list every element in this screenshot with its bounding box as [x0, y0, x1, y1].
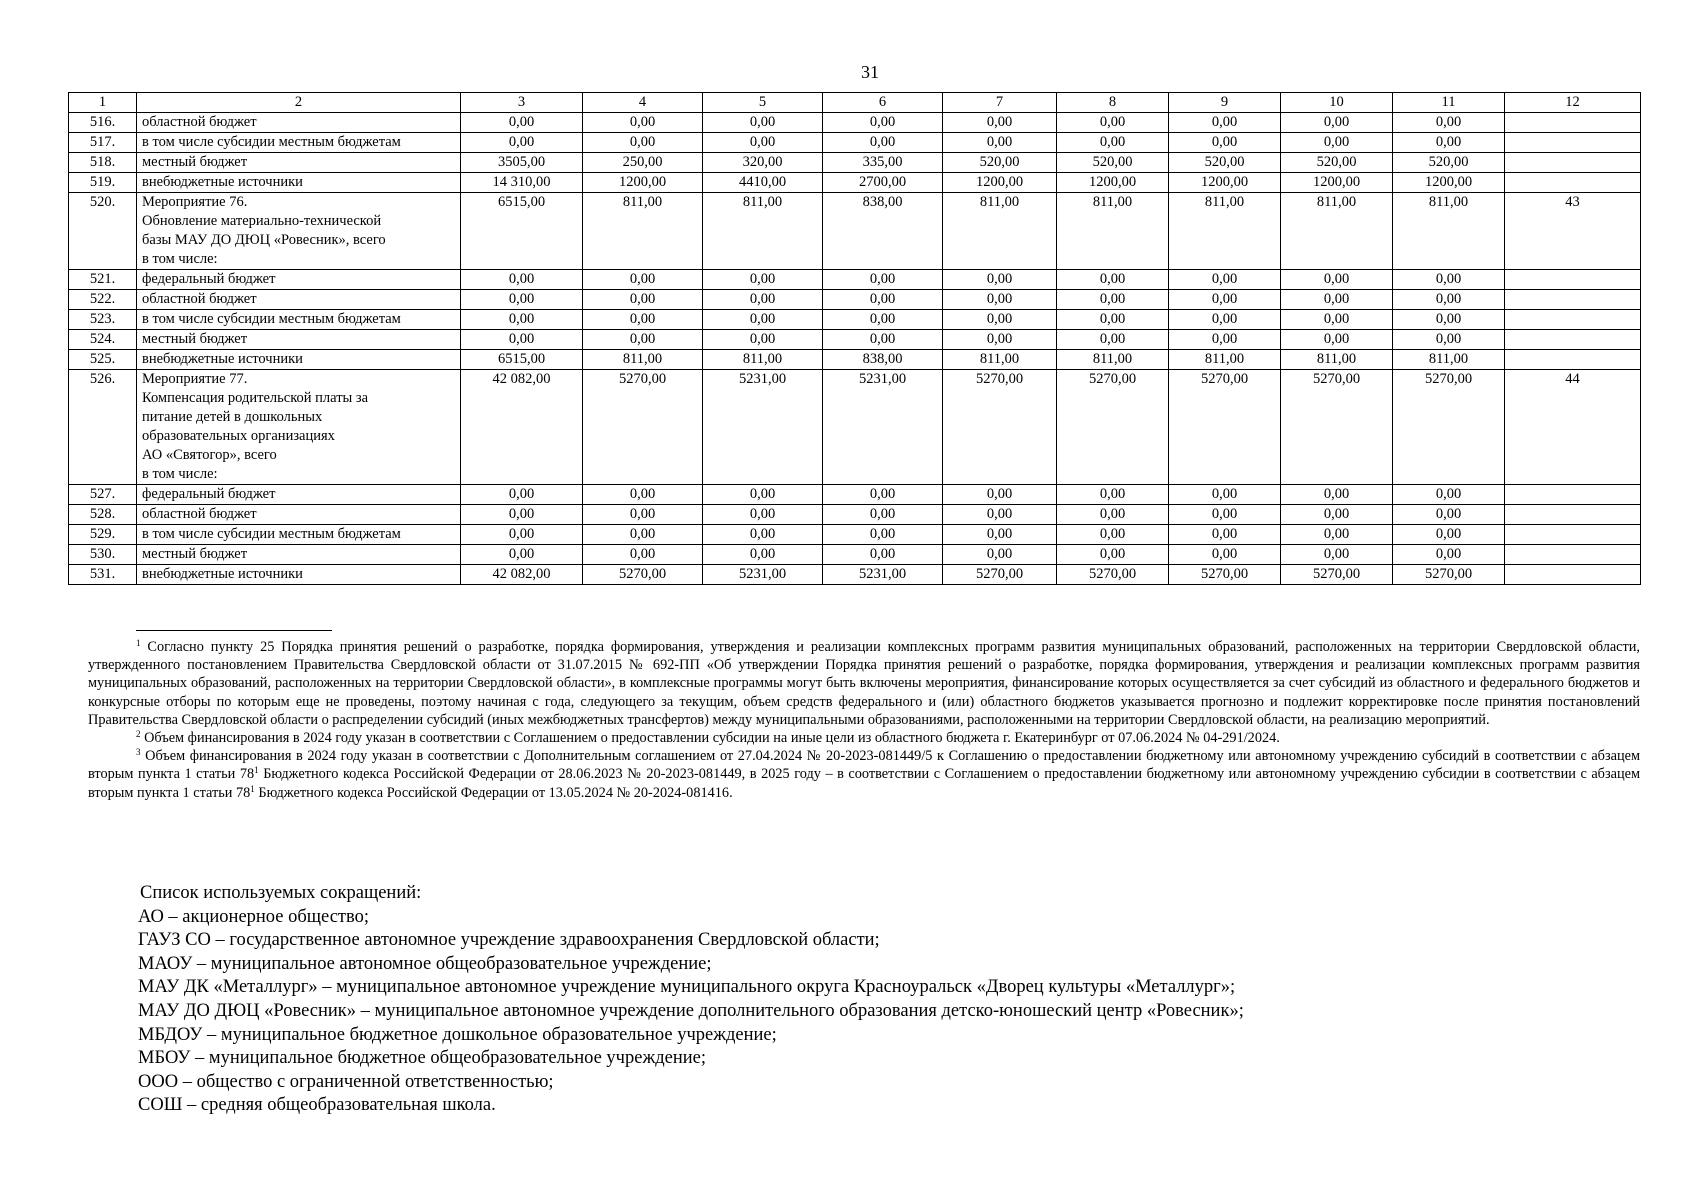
- value-cell: 0,00: [583, 310, 703, 330]
- row-number: 520.: [69, 193, 137, 270]
- description-line: внебюджетные источники: [142, 351, 303, 367]
- value-cell: 811,00: [1057, 350, 1169, 370]
- value-cell: 0,00: [703, 485, 823, 505]
- row-number: 519.: [69, 173, 137, 193]
- table-row: [69, 193, 1641, 270]
- value-cell: 0,00: [943, 310, 1057, 330]
- value-cell: 0,00: [1169, 270, 1281, 290]
- value-cell: 0,00: [943, 290, 1057, 310]
- row-number: 526.: [69, 370, 137, 485]
- row-description: [137, 290, 461, 310]
- description-line: местный бюджет: [142, 154, 248, 170]
- value-cell: 0,00: [583, 330, 703, 350]
- row-description: [137, 370, 461, 485]
- column-header: 5: [703, 93, 823, 113]
- value-cell: 0,00: [1393, 270, 1505, 290]
- value-cell: 0,00: [1057, 290, 1169, 310]
- value-cell: 0,00: [1393, 545, 1505, 565]
- value-cell: 0,00: [1393, 310, 1505, 330]
- value-cell: 0,00: [583, 270, 703, 290]
- value-cell: 2700,00: [823, 173, 943, 193]
- footnote-mark: 1: [136, 638, 141, 648]
- value-cell: 520,00: [1057, 153, 1169, 173]
- value-cell: 1200,00: [1281, 173, 1393, 193]
- value-cell: 0,00: [583, 485, 703, 505]
- value-cell: 811,00: [703, 193, 823, 270]
- value-cell: 1200,00: [1393, 173, 1505, 193]
- value-cell: 1200,00: [583, 173, 703, 193]
- value-cell: 0,00: [583, 525, 703, 545]
- footnote-text: Бюджетного кодекса Российской Федерации от 28.06.2023 № 20-2023-081449, в 2025 году – в соответствии с Соглашением о предоставлении бюджетному или автономному учреждению субсидии в соответствии с абзацем вторым пункта 1 статьи 78: [88, 766, 1640, 801]
- superscript: 1: [250, 783, 255, 794]
- value-cell: 0,00: [1057, 485, 1169, 505]
- value-cell: 0,00: [1281, 505, 1393, 525]
- value-cell: 811,00: [703, 350, 823, 370]
- column-header: 3: [461, 93, 583, 113]
- column-12-cell: [1505, 133, 1641, 153]
- value-cell: 0,00: [1393, 290, 1505, 310]
- value-cell: 42 082,00: [461, 565, 583, 585]
- value-cell: 0,00: [943, 525, 1057, 545]
- description-line: в том числе субсидии местным бюджетам: [142, 311, 401, 327]
- value-cell: 0,00: [823, 133, 943, 153]
- value-cell: 0,00: [461, 545, 583, 565]
- value-cell: 0,00: [461, 330, 583, 350]
- value-cell: 0,00: [583, 133, 703, 153]
- value-cell: 1200,00: [1057, 173, 1169, 193]
- value-cell: 5270,00: [1281, 565, 1393, 585]
- value-cell: 6515,00: [461, 193, 583, 270]
- superscript: 1: [254, 765, 259, 776]
- table-row: [69, 330, 1641, 350]
- value-cell: 335,00: [823, 153, 943, 173]
- column-12-cell: 44: [1505, 370, 1641, 485]
- column-12-cell: [1505, 485, 1641, 505]
- abbreviation-item: МБДОУ – муниципальное бюджетное дошкольное образовательное учреждение;: [138, 1024, 777, 1045]
- value-cell: 5231,00: [823, 370, 943, 485]
- description-line: в том числе субсидии местным бюджетам: [142, 134, 401, 150]
- value-cell: 520,00: [1169, 153, 1281, 173]
- description-line: областной бюджет: [142, 291, 257, 307]
- table-row: [69, 370, 1641, 485]
- description-line: АО «Святогор», всего: [142, 447, 277, 463]
- value-cell: 5231,00: [823, 565, 943, 585]
- value-cell: 5231,00: [703, 370, 823, 485]
- value-cell: 0,00: [1169, 330, 1281, 350]
- value-cell: 0,00: [461, 270, 583, 290]
- value-cell: 0,00: [943, 330, 1057, 350]
- row-description: [137, 545, 461, 565]
- description-line: областной бюджет: [142, 114, 257, 130]
- table-row: [69, 153, 1641, 173]
- row-number: 527.: [69, 485, 137, 505]
- table-row: [69, 505, 1641, 525]
- row-description: [137, 133, 461, 153]
- column-12-cell: [1505, 113, 1641, 133]
- description-line: Обновление материально-технической: [142, 213, 382, 229]
- column-12-cell: [1505, 525, 1641, 545]
- page-number: 31: [861, 62, 879, 82]
- column-header: 7: [943, 93, 1057, 113]
- value-cell: 0,00: [1393, 485, 1505, 505]
- row-number: 525.: [69, 350, 137, 370]
- row-number: 530.: [69, 545, 137, 565]
- value-cell: 6515,00: [461, 350, 583, 370]
- value-cell: 0,00: [823, 330, 943, 350]
- value-cell: 0,00: [823, 270, 943, 290]
- value-cell: 0,00: [1281, 525, 1393, 545]
- description-line: местный бюджет: [142, 331, 248, 347]
- row-number: 517.: [69, 133, 137, 153]
- value-cell: 5231,00: [703, 565, 823, 585]
- description-line: областной бюджет: [142, 506, 257, 522]
- value-cell: 0,00: [1057, 133, 1169, 153]
- description-line: местный бюджет: [142, 546, 248, 562]
- value-cell: 0,00: [943, 133, 1057, 153]
- value-cell: 0,00: [1393, 525, 1505, 545]
- value-cell: 0,00: [1281, 133, 1393, 153]
- column-12-cell: [1505, 290, 1641, 310]
- row-description: [137, 173, 461, 193]
- abbreviation-item: МАОУ – муниципальное автономное общеобразовательное учреждение;: [138, 953, 712, 974]
- value-cell: 0,00: [703, 310, 823, 330]
- value-cell: 0,00: [1057, 113, 1169, 133]
- value-cell: 811,00: [583, 193, 703, 270]
- row-number: 521.: [69, 270, 137, 290]
- value-cell: 0,00: [823, 545, 943, 565]
- description-line: внебюджетные источники: [142, 174, 303, 190]
- description-line: базы МАУ ДО ДЮЦ «Ровесник», всего: [142, 232, 386, 248]
- table-header-row: [69, 93, 1641, 113]
- column-header: 1: [69, 93, 137, 113]
- row-number: 523.: [69, 310, 137, 330]
- row-description: [137, 505, 461, 525]
- column-header: 10: [1281, 93, 1393, 113]
- description-line: Мероприятие 76.: [142, 194, 248, 210]
- row-description: [137, 310, 461, 330]
- column-header: 11: [1393, 93, 1505, 113]
- table-row: [69, 310, 1641, 330]
- row-number: 516.: [69, 113, 137, 133]
- row-description: [137, 525, 461, 545]
- description-line: Мероприятие 77.: [142, 371, 248, 387]
- footnote: [88, 638, 1640, 729]
- footnote-separator: [136, 630, 332, 631]
- abbreviation-item: ООО – общество с ограниченной ответственностью;: [138, 1071, 554, 1092]
- value-cell: 0,00: [1393, 330, 1505, 350]
- description-line: в том числе:: [142, 251, 218, 267]
- value-cell: 14 310,00: [461, 173, 583, 193]
- value-cell: 5270,00: [1169, 565, 1281, 585]
- value-cell: 0,00: [583, 290, 703, 310]
- column-header: 6: [823, 93, 943, 113]
- column-12-cell: [1505, 310, 1641, 330]
- row-description: [137, 270, 461, 290]
- column-12-cell: [1505, 173, 1641, 193]
- description-line: в том числе:: [142, 466, 218, 482]
- value-cell: 0,00: [1281, 270, 1393, 290]
- value-cell: 250,00: [583, 153, 703, 173]
- value-cell: 5270,00: [1393, 565, 1505, 585]
- value-cell: 0,00: [461, 133, 583, 153]
- column-12-cell: 43: [1505, 193, 1641, 270]
- column-12-cell: [1505, 270, 1641, 290]
- value-cell: 0,00: [583, 113, 703, 133]
- value-cell: 0,00: [703, 505, 823, 525]
- value-cell: 0,00: [1281, 330, 1393, 350]
- value-cell: 0,00: [461, 113, 583, 133]
- row-description: [137, 485, 461, 505]
- value-cell: 0,00: [1393, 505, 1505, 525]
- row-description: [137, 193, 461, 270]
- value-cell: 42 082,00: [461, 370, 583, 485]
- value-cell: 5270,00: [1057, 370, 1169, 485]
- description-line: в том числе субсидии местным бюджетам: [142, 526, 401, 542]
- table-row: [69, 525, 1641, 545]
- description-line: федеральный бюджет: [142, 486, 276, 502]
- value-cell: 0,00: [823, 485, 943, 505]
- value-cell: 3505,00: [461, 153, 583, 173]
- value-cell: 0,00: [1169, 485, 1281, 505]
- value-cell: 0,00: [1057, 545, 1169, 565]
- value-cell: 811,00: [583, 350, 703, 370]
- row-description: [137, 113, 461, 133]
- footnote: [88, 729, 1640, 747]
- value-cell: 0,00: [1169, 113, 1281, 133]
- value-cell: 0,00: [823, 310, 943, 330]
- column-12-cell: [1505, 565, 1641, 585]
- table-row: [69, 113, 1641, 133]
- value-cell: 0,00: [1281, 310, 1393, 330]
- column-12-cell: [1505, 505, 1641, 525]
- value-cell: 0,00: [1057, 505, 1169, 525]
- table-row: [69, 485, 1641, 505]
- value-cell: 5270,00: [583, 565, 703, 585]
- value-cell: 0,00: [1169, 133, 1281, 153]
- column-12-cell: [1505, 330, 1641, 350]
- value-cell: 811,00: [1393, 350, 1505, 370]
- value-cell: 0,00: [703, 525, 823, 545]
- value-cell: 1200,00: [943, 173, 1057, 193]
- value-cell: 0,00: [1393, 113, 1505, 133]
- column-header: 12: [1505, 93, 1641, 113]
- value-cell: 0,00: [1169, 525, 1281, 545]
- abbreviation-item: МАУ ДК «Металлург» – муниципальное автономное учреждение муниципального округа Красноуральск «Дворец культуры «Металлург»;: [138, 977, 1236, 998]
- description-line: федеральный бюджет: [142, 271, 276, 287]
- abbreviation-item: МБОУ – муниципальное бюджетное общеобразовательное учреждение;: [138, 1048, 706, 1069]
- abbreviation-item: СОШ – средняя общеобразовательная школа.: [138, 1095, 496, 1116]
- column-header: 8: [1057, 93, 1169, 113]
- value-cell: 0,00: [461, 505, 583, 525]
- description-line: внебюджетные источники: [142, 566, 303, 582]
- value-cell: 5270,00: [1169, 370, 1281, 485]
- value-cell: 0,00: [461, 525, 583, 545]
- value-cell: 0,00: [823, 525, 943, 545]
- value-cell: 0,00: [703, 545, 823, 565]
- footnote-text: Объем финансирования в 2024 году указан в соответствии с Соглашением о предоставлении субсидии на иные цели из областного бюджета г. Екатеринбург от 07.06.2024 № 04-291/2024.: [144, 730, 1280, 747]
- value-cell: 0,00: [703, 133, 823, 153]
- column-header: 9: [1169, 93, 1281, 113]
- table-row: [69, 173, 1641, 193]
- value-cell: 5270,00: [583, 370, 703, 485]
- value-cell: 0,00: [461, 310, 583, 330]
- value-cell: 811,00: [1281, 350, 1393, 370]
- value-cell: 0,00: [943, 545, 1057, 565]
- value-cell: 320,00: [703, 153, 823, 173]
- column-header: 4: [583, 93, 703, 113]
- budget-table: [68, 92, 1641, 585]
- value-cell: 811,00: [1393, 193, 1505, 270]
- footnote-text: Объем финансирования в 2024 году указан в соответствии с Дополнительным соглашением от 27.04.2024 № 20-2023-081449/5 к Соглашению о предоставлении бюджетному или автономному учреждению субсидий в соответствии с абзацем вторым пункта 1 статьи 78: [88, 748, 1640, 783]
- table-row: [69, 350, 1641, 370]
- value-cell: 838,00: [823, 350, 943, 370]
- value-cell: 0,00: [461, 485, 583, 505]
- abbreviations-title: Список используемых сокращений:: [140, 883, 422, 903]
- row-number: 518.: [69, 153, 137, 173]
- value-cell: 1200,00: [1169, 173, 1281, 193]
- value-cell: 5270,00: [943, 370, 1057, 485]
- value-cell: 0,00: [943, 113, 1057, 133]
- abbreviation-item: ГАУЗ СО – государственное автономное учреждение здравоохранения Свердловской области;: [138, 930, 880, 951]
- value-cell: 5270,00: [1057, 565, 1169, 585]
- row-number: 524.: [69, 330, 137, 350]
- row-description: [137, 153, 461, 173]
- value-cell: 811,00: [1057, 193, 1169, 270]
- footnote-text: Согласно пункту 25 Порядка принятия решений о разработке, порядка формирования, утверждения и реализации комплексных программ развития муниципальных образований, расположенных на территории Свердловской области, утвержденного постановлением Правительства Свердловской области от 31.07.2015 № 692-ПП «Об утверждении Порядка принятия решений о разработке, порядка формирования, утверждения и реализации комплексных программ развития муниципальных образований, расположенных на территории Свердловской области», в комплексные программы могут быть включены мероприятия, финансирование которых осуществляется за счет субсидий из областного и федерального бюджетов и конкурсные отборы по которым еще не проведены, поэтому начиная с года, следующего за текущим, объем средств федерального и (или) областного бюджетов указывается прогнозно и подлежит корректировке после принятия постановлений Правительства Свердловской области о распределении субсидий (иных межбюджетных трансфертов) между муниципальными образованиями, расположенными на территории Свердловской области, на реализацию мероприятий.: [88, 639, 1640, 728]
- value-cell: 811,00: [943, 350, 1057, 370]
- value-cell: 5270,00: [943, 565, 1057, 585]
- value-cell: 0,00: [1281, 113, 1393, 133]
- value-cell: 0,00: [943, 270, 1057, 290]
- value-cell: 0,00: [1057, 310, 1169, 330]
- footnote: [88, 747, 1640, 802]
- table-row: [69, 270, 1641, 290]
- value-cell: 0,00: [1281, 485, 1393, 505]
- column-header: 2: [137, 93, 461, 113]
- table-row: [69, 565, 1641, 585]
- value-cell: 811,00: [1281, 193, 1393, 270]
- value-cell: 0,00: [1169, 505, 1281, 525]
- column-12-cell: [1505, 545, 1641, 565]
- value-cell: 0,00: [823, 113, 943, 133]
- value-cell: 811,00: [943, 193, 1057, 270]
- value-cell: 0,00: [1393, 133, 1505, 153]
- table-row: [69, 545, 1641, 565]
- value-cell: 0,00: [1057, 270, 1169, 290]
- footnote-text: Бюджетного кодекса Российской Федерации от 13.05.2024 № 20-2024-081416.: [254, 784, 733, 801]
- footnote-mark: 3: [136, 747, 141, 758]
- value-cell: 0,00: [1057, 525, 1169, 545]
- footnote-mark: 2: [136, 729, 141, 740]
- row-number: 522.: [69, 290, 137, 310]
- abbreviation-item: МАУ ДО ДЮЦ «Ровесник» – муниципальное автономное учреждение дополнительного образования детско-юношеский центр «Ровесник»;: [138, 1000, 1244, 1021]
- value-cell: 4410,00: [703, 173, 823, 193]
- column-12-cell: [1505, 153, 1641, 173]
- value-cell: 0,00: [1057, 330, 1169, 350]
- abbreviations-list: [138, 882, 1244, 1118]
- value-cell: 0,00: [1169, 310, 1281, 330]
- value-cell: 0,00: [1169, 290, 1281, 310]
- value-cell: 811,00: [1169, 193, 1281, 270]
- description-line: образовательных организациях: [142, 428, 335, 444]
- value-cell: 0,00: [703, 290, 823, 310]
- column-12-cell: [1505, 350, 1641, 370]
- value-cell: 0,00: [1169, 545, 1281, 565]
- value-cell: 0,00: [703, 270, 823, 290]
- row-description: [137, 330, 461, 350]
- value-cell: 0,00: [823, 505, 943, 525]
- abbreviation-item: АО – акционерное общество;: [138, 906, 369, 927]
- value-cell: 0,00: [823, 290, 943, 310]
- value-cell: 5270,00: [1393, 370, 1505, 485]
- table-row: [69, 290, 1641, 310]
- value-cell: 520,00: [1281, 153, 1393, 173]
- value-cell: 0,00: [703, 113, 823, 133]
- table-row: [69, 133, 1641, 153]
- value-cell: 5270,00: [1281, 370, 1393, 485]
- value-cell: 0,00: [583, 505, 703, 525]
- description-line: питание детей в дошкольных: [142, 409, 323, 425]
- description-line: Компенсация родительской платы за: [142, 390, 369, 406]
- value-cell: 520,00: [943, 153, 1057, 173]
- value-cell: 520,00: [1393, 153, 1505, 173]
- value-cell: 0,00: [1281, 545, 1393, 565]
- value-cell: 811,00: [1169, 350, 1281, 370]
- row-number: 528.: [69, 505, 137, 525]
- value-cell: 0,00: [703, 330, 823, 350]
- row-number: 531.: [69, 565, 137, 585]
- value-cell: 0,00: [943, 485, 1057, 505]
- row-number: 529.: [69, 525, 137, 545]
- row-description: [137, 565, 461, 585]
- value-cell: 0,00: [1281, 290, 1393, 310]
- value-cell: 0,00: [461, 290, 583, 310]
- value-cell: 0,00: [943, 505, 1057, 525]
- value-cell: 838,00: [823, 193, 943, 270]
- footnotes: [88, 638, 1640, 802]
- row-description: [137, 350, 461, 370]
- value-cell: 0,00: [583, 545, 703, 565]
